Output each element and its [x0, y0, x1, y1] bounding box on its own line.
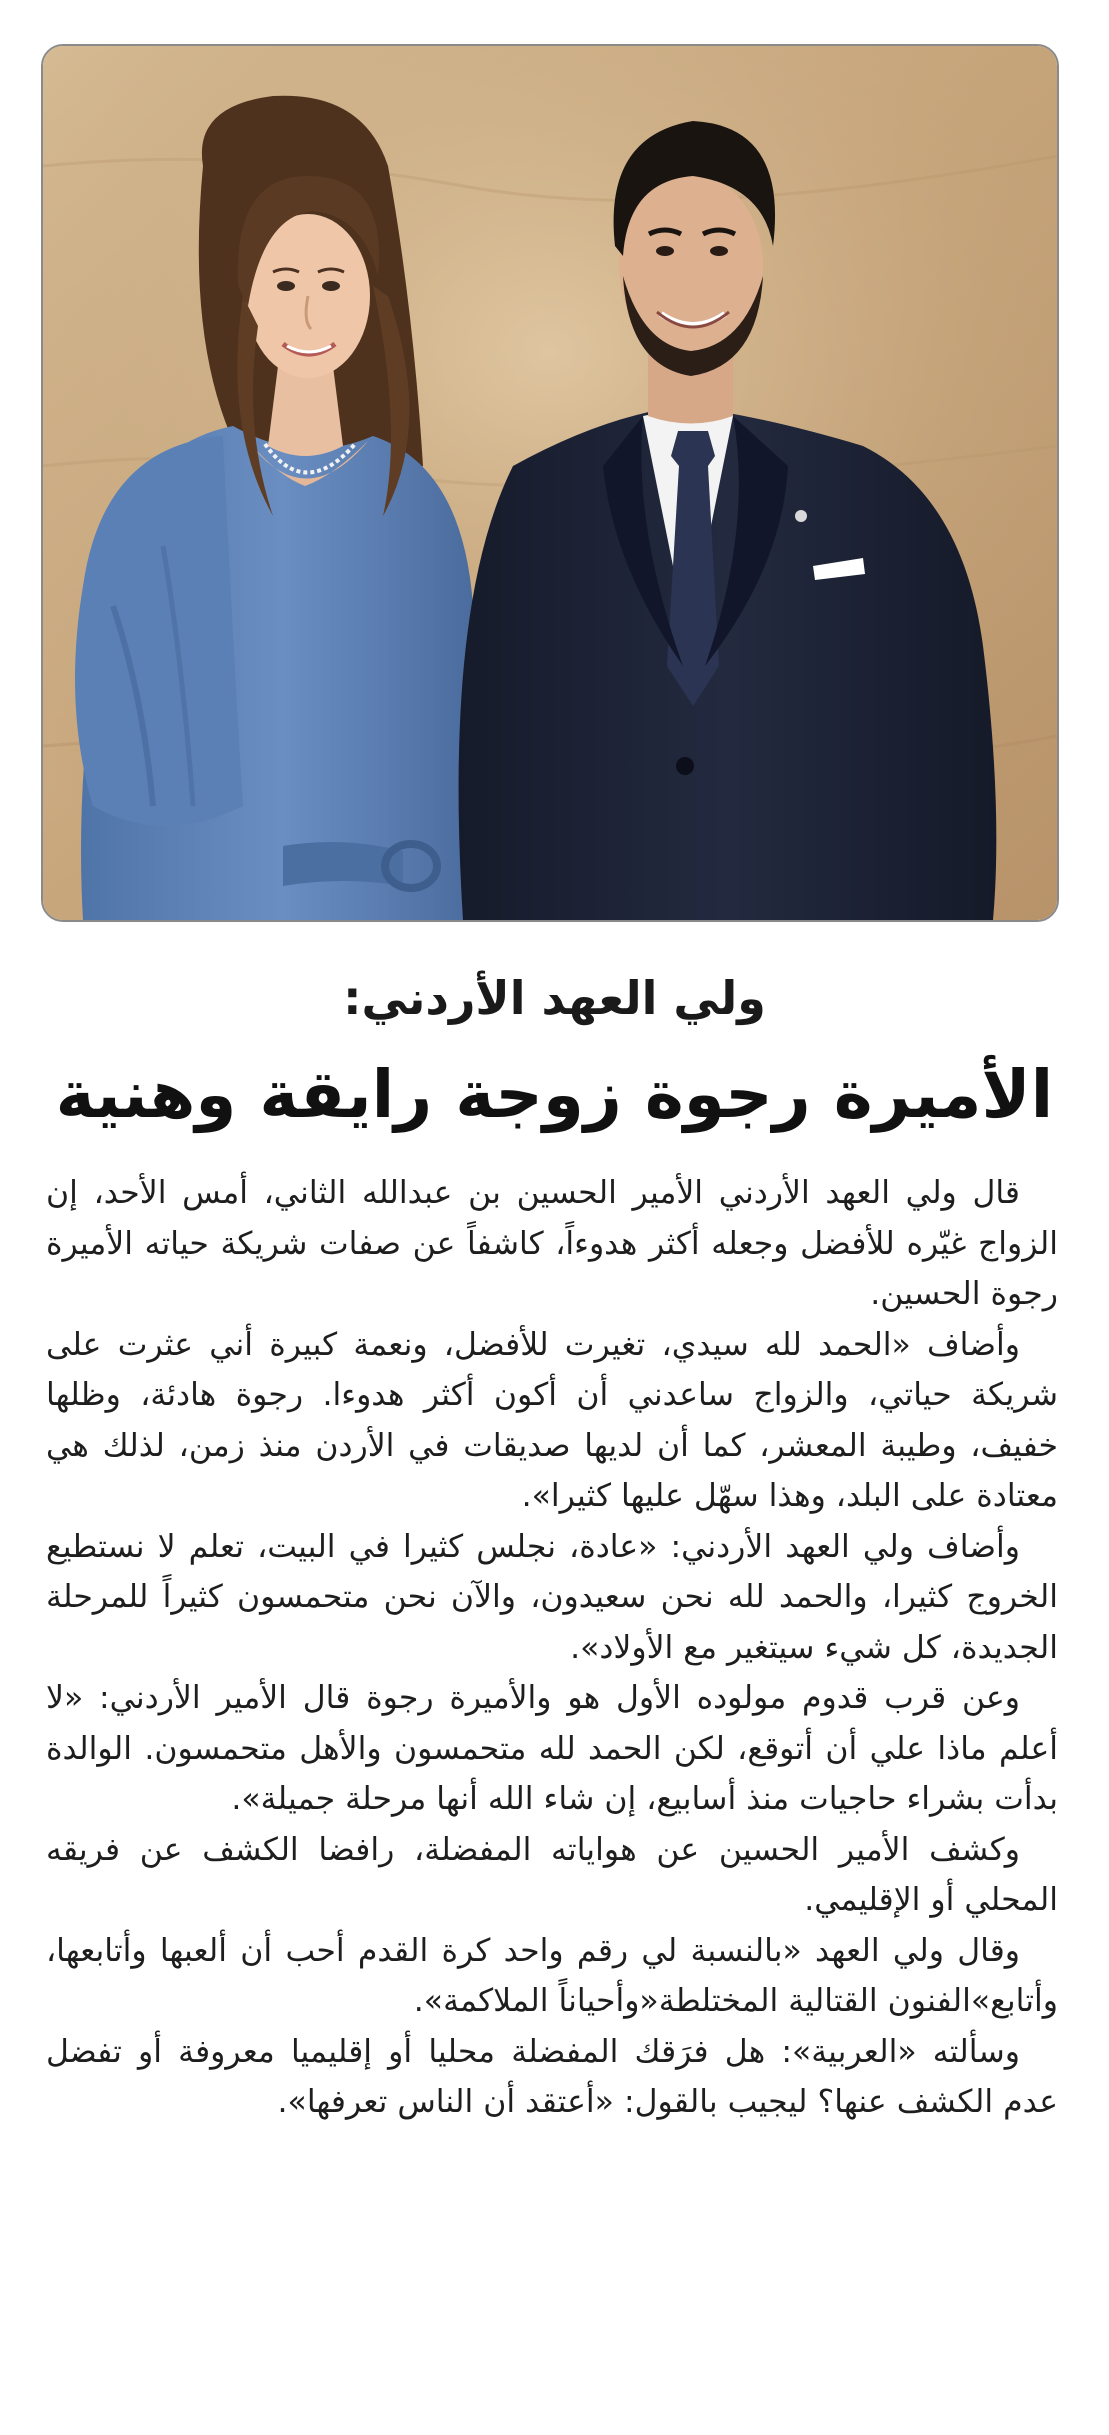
article-paragraph: وأضاف «الحمد لله سيدي، تغيرت للأفضل، ونعمة كبيرة أني عثرت على شريكة حياتي، والزواج ساعدني أن أكون أكثر هدوءا. رجوة هادئة، وظلها خفيف، وطيبة المعشر، كما أن لديها صديقات في الأردن منذ زمن، لذلك هي معتادة على البلد، وهذا سهّل عليها كثيرا». — [46, 1326, 1058, 1514]
article-paragraph: وعن قرب قدوم مولوده الأول هو والأميرة رجوة قال الأمير الأردني: «لا أعلم ماذا علي أن أتوقع، لكن الحمد لله متحمسون والأهل متحمسون. الوالدة بدأت بشراء حاجيات منذ أسابيع، إن شاء الله أنها مرحلة جميلة». — [46, 1680, 1058, 1817]
article-paragraph: وكشف الأمير الحسين عن هواياته المفضلة، رافضا الكشف عن فريقه المحلي أو الإقليمي. — [46, 1831, 1058, 1918]
article-paragraph: وقال ولي العهد «بالنسبة لي رقم واحد كرة القدم أحب أن ألعبها وأتابعها، وأتابع»الفنون القتالية المختلطة«وأحياناً الملاكمة». — [46, 1932, 1058, 2019]
couple-portrait-illustration — [43, 46, 1057, 920]
news-photo — [41, 44, 1059, 922]
article-paragraph: قال ولي العهد الأردني الأمير الحسين بن عبدالله الثاني، أمس الأحد، إن الزواج غيّره للأفضل وجعله أكثر هدوءاً، كاشفاً عن صفات شريكة حياته الأميرة رجوة الحسين. — [46, 1175, 1058, 1312]
article-paragraph: وأضاف ولي العهد الأردني: «عادة، نجلس كثيرا في البيت، تعلم لا نستطيع الخروج كثيرا، والحمد لله نحن سعيدون، والآن نحن متحمسون كثيراً للمرحلة الجديدة، كل شيء سيتغير مع الأولاد». — [46, 1528, 1058, 1666]
article-body — [46, 1168, 1058, 2128]
article-kicker: ولي العهد الأردني: — [343, 971, 766, 1025]
article-paragraph: وسألته «العربية»: هل فرَقك المفضلة محليا أو إقليميا معروفة أو تفضل عدم الكشف عنها؟ ليجيب بالقول: «أعتقد أن الناس تعرفها». — [46, 2033, 1058, 2120]
article-headline: الأميرة رجوة زوجة رايقة وهنية — [55, 1056, 1054, 1133]
